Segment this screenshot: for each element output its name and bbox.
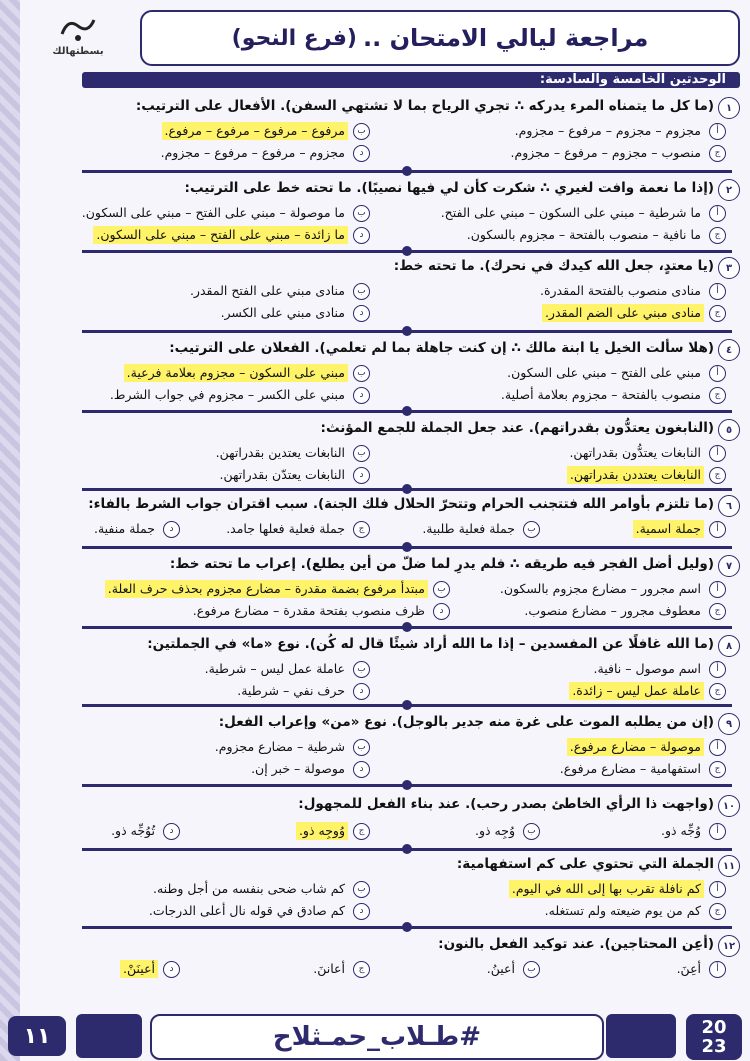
option-d[interactable]: د أعينَنْ. — [120, 960, 180, 978]
question-text: الجملة التي تحتوي على كم استفهامية: — [456, 856, 714, 872]
option-b[interactable]: ب مبتدأ مرفوع بضمة مقدرة – مضارع مجزوم بحذف حرف العلة. — [105, 580, 450, 598]
page-subtitle: (فرع النحو) — [231, 25, 357, 51]
question-6 — [40, 494, 740, 544]
question-text: (وليل أضل الفجر فيه طريقه ∴ فلم يدرِ لما ضلّ من أين يطلع). إعراب ما تحته خط: — [169, 556, 714, 572]
option-d[interactable]: د النابغات يعتدّن بقدراتهن. — [216, 466, 370, 484]
option-a[interactable]: أ موصولة – مضارع مرفوع. — [567, 738, 726, 756]
option-d[interactable]: د جملة منفية. — [91, 520, 180, 538]
option-d[interactable]: د مجزوم – مرفوع – مرفوع – مجزوم. — [158, 144, 370, 162]
question-text: (ما تلتزم بأوامر الله فتتجنب الحرام وتتحرّ الحلال فلك الجنة). سبب اقتران جواب الشرط بالفاء: — [88, 496, 714, 512]
option-b[interactable]: ب أعينُ. — [484, 960, 540, 978]
option-c[interactable]: ج جملة فعلية فعلها جامد. — [223, 520, 370, 538]
option-c[interactable]: ج منصوب بالفتحة – مجزوم بعلامة أصلية. — [498, 386, 726, 404]
question-text: (النابغون يعتدُّون بقدراتهم). عند جعل الجملة للجمع المؤنث: — [320, 420, 714, 436]
question-5 — [40, 418, 740, 488]
option-b[interactable]: ب ما موصولة – مبني على الفتح – مبني على السكون. — [79, 204, 370, 222]
option-a[interactable]: أ مبني على الفتح – مبني على السكون. — [504, 364, 726, 382]
question-number: ٥ — [718, 419, 740, 441]
question-9 — [40, 712, 740, 782]
question-number: ١٢ — [718, 935, 740, 957]
footer-decor-right — [606, 1014, 676, 1058]
page-number: ١١ — [8, 1016, 66, 1056]
footer-decor-left — [76, 1014, 142, 1058]
separator — [82, 926, 732, 929]
year-top: 20 — [701, 1017, 727, 1038]
option-b[interactable]: ب كم شاب ضحى بنفسه من أجل وطنه. — [150, 880, 370, 898]
question-text: (يا معتدٍ، جعل الله كيدك في نحرك). ما تحته خط: — [393, 258, 714, 274]
question-number: ١٠ — [718, 795, 740, 817]
option-c[interactable]: ج منصوب – مجزوم – مرفوع – مجزوم. — [508, 144, 726, 162]
question-text: (هلا سألت الخيل يا ابنة مالك ∴ إن كنت جاهلة بما لم تعلمي). الفعلان على الترتيب: — [169, 340, 714, 356]
question-11 — [40, 854, 740, 924]
option-c[interactable]: ج كم من يوم ضيعته ولم تستغله. — [542, 902, 726, 920]
option-b[interactable]: ب منادى مبني على الفتح المقدر. — [187, 282, 370, 300]
option-a[interactable]: أ النابغات يعتدُّون بقدراتهن. — [566, 444, 726, 462]
footer-hashtag: #طـلاب_حمـثلاح — [150, 1014, 604, 1060]
question-number: ٧ — [718, 555, 740, 577]
option-b[interactable]: ب وُجِه ذو. — [472, 822, 540, 840]
option-c[interactable]: ج عاملة عمل ليس – زائدة. — [569, 682, 726, 700]
question-4 — [40, 338, 740, 408]
question-text: (ما الله غافلًا عن المفسدين – إذا ما الله أراد شيئًا قال له كُن). نوع «ما» في الجملتين: — [147, 636, 714, 652]
separator — [82, 626, 732, 629]
section-banner — [82, 72, 740, 88]
option-d[interactable]: د ظرف منصوب بفتحة مقدرة – مضارع مرفوع. — [190, 602, 450, 620]
page-title: مراجعة ليالي الامتحان .. — [362, 24, 649, 52]
question-number: ١ — [718, 97, 740, 119]
separator — [82, 784, 732, 787]
option-b[interactable]: ب مبني على السكون – مجزوم بعلامة فرعية. — [124, 364, 370, 382]
option-b[interactable]: ب شرطية – مضارع مجزوم. — [212, 738, 370, 756]
question-2 — [40, 178, 740, 248]
option-a[interactable]: أ وُجِّه ذو. — [658, 822, 726, 840]
question-12 — [40, 934, 740, 984]
option-a[interactable]: أ اسم مجرور – مضارع مجزوم بالسكون. — [497, 580, 726, 598]
option-b[interactable]: ب النابغات يعتدين بقدراتهن. — [213, 444, 370, 462]
separator — [82, 410, 732, 413]
option-a[interactable]: أ اسم موصول – نافية. — [591, 660, 726, 678]
option-a[interactable]: أ كم نافلة تقرب بها إلى الله في اليوم. — [509, 880, 726, 898]
question-number: ٢ — [718, 179, 740, 201]
option-d[interactable]: د كم صادق في قوله نال أعلى الدرجات. — [146, 902, 370, 920]
question-text: (ما كل ما يتمناه المرء يدركه ∴ تجري الرياح بما لا تشتهي السفن). الأفعال على الترتيب: — [135, 98, 714, 114]
option-b[interactable]: ب مرفوع – مرفوع – مرفوع – مرفوع. — [162, 122, 371, 140]
separator — [82, 250, 732, 253]
option-a[interactable]: أ مجزوم – مجزوم – مرفوع – مجزوم. — [512, 122, 726, 140]
separator — [82, 704, 732, 707]
option-d[interactable]: د تُوُجِّه ذو. — [108, 822, 180, 840]
option-d[interactable]: د موصولة – خبر إن. — [248, 760, 370, 778]
option-c[interactable]: ج النابغات يعتددن بقدراتهن. — [567, 466, 726, 484]
question-text: (أعِن المحتاجين). عند توكيد الفعل بالنون: — [438, 936, 714, 952]
question-text: (إذا ما نعمة وافت لغيري ∴ شكرت كأن لي فيها نصيبًا). ما تحته خط على الترتيب: — [184, 180, 714, 196]
question-number: ٣ — [718, 257, 740, 279]
option-c[interactable]: ج ما نافية – منصوب بالفتحة – مجزوم بالسكون. — [464, 226, 726, 244]
option-a[interactable]: أ أعِنَ. — [674, 960, 726, 978]
question-7 — [40, 554, 740, 624]
logo-glyph-icon — [58, 14, 98, 44]
option-b[interactable]: ب عاملة عمل ليس – شرطية. — [202, 660, 370, 678]
option-a[interactable]: أ ما شرطية – مبني على السكون – مبني على الفتح. — [438, 204, 726, 222]
option-d[interactable]: د حرف نفي – شرطية. — [234, 682, 370, 700]
decorative-side-strip — [0, 0, 20, 1061]
question-text: (إن من يطلبه الموت على غرة منه جدير بالوجل). نوع «من» وإعراب الفعل: — [218, 714, 714, 730]
separator — [82, 546, 732, 549]
logo-text: بسطتهالك — [52, 45, 104, 57]
question-text: (واجهت ذا الرأي الخاطئ بصدر رحب). عند بناء الفعل للمجهول: — [298, 796, 714, 812]
section-title: الوحدتين الخامسة والسادسة: — [539, 72, 726, 87]
question-number: ٤ — [718, 339, 740, 361]
option-b[interactable]: ب جملة فعلية طلبية. — [419, 520, 540, 538]
page-header — [40, 6, 740, 64]
option-c[interactable]: ج منادى مبني على الضم المقدر. — [542, 304, 726, 322]
option-c[interactable]: ج استفهامية – مضارع مرفوع. — [557, 760, 726, 778]
title-box — [140, 10, 740, 66]
page-footer — [0, 1010, 750, 1061]
question-8 — [40, 634, 740, 704]
separator — [82, 330, 732, 333]
separator — [82, 488, 732, 491]
question-number: ٦ — [718, 495, 740, 517]
question-3 — [40, 256, 740, 326]
option-a[interactable]: أ جملة اسمية. — [633, 520, 726, 538]
question-number: ٩ — [718, 713, 740, 735]
option-d[interactable]: د مبني على الكسر – مجزوم في جواب الشرط. — [107, 386, 370, 404]
option-c[interactable]: ج معطوف مجرور – مضارع منصوب. — [521, 602, 726, 620]
question-number: ٨ — [718, 635, 740, 657]
option-a[interactable]: أ منادى منصوب بالفتحة المقدرة. — [537, 282, 726, 300]
option-d[interactable]: د منادى مبني على الكسر. — [218, 304, 370, 322]
separator — [82, 170, 732, 173]
separator — [82, 848, 732, 851]
question-10 — [40, 794, 740, 844]
year-bottom: 23 — [701, 1036, 727, 1057]
option-c[interactable]: ج أعاننَ. — [310, 960, 370, 978]
option-d[interactable]: د ما زائدة – مبني على الفتح – مبني على السكون. — [93, 226, 370, 244]
year-badge — [686, 1014, 742, 1060]
brand-logo — [40, 6, 116, 64]
option-c[interactable]: ج وُوجِه ذو. — [296, 822, 370, 840]
question-number: ١١ — [718, 855, 740, 877]
question-1 — [40, 96, 740, 166]
